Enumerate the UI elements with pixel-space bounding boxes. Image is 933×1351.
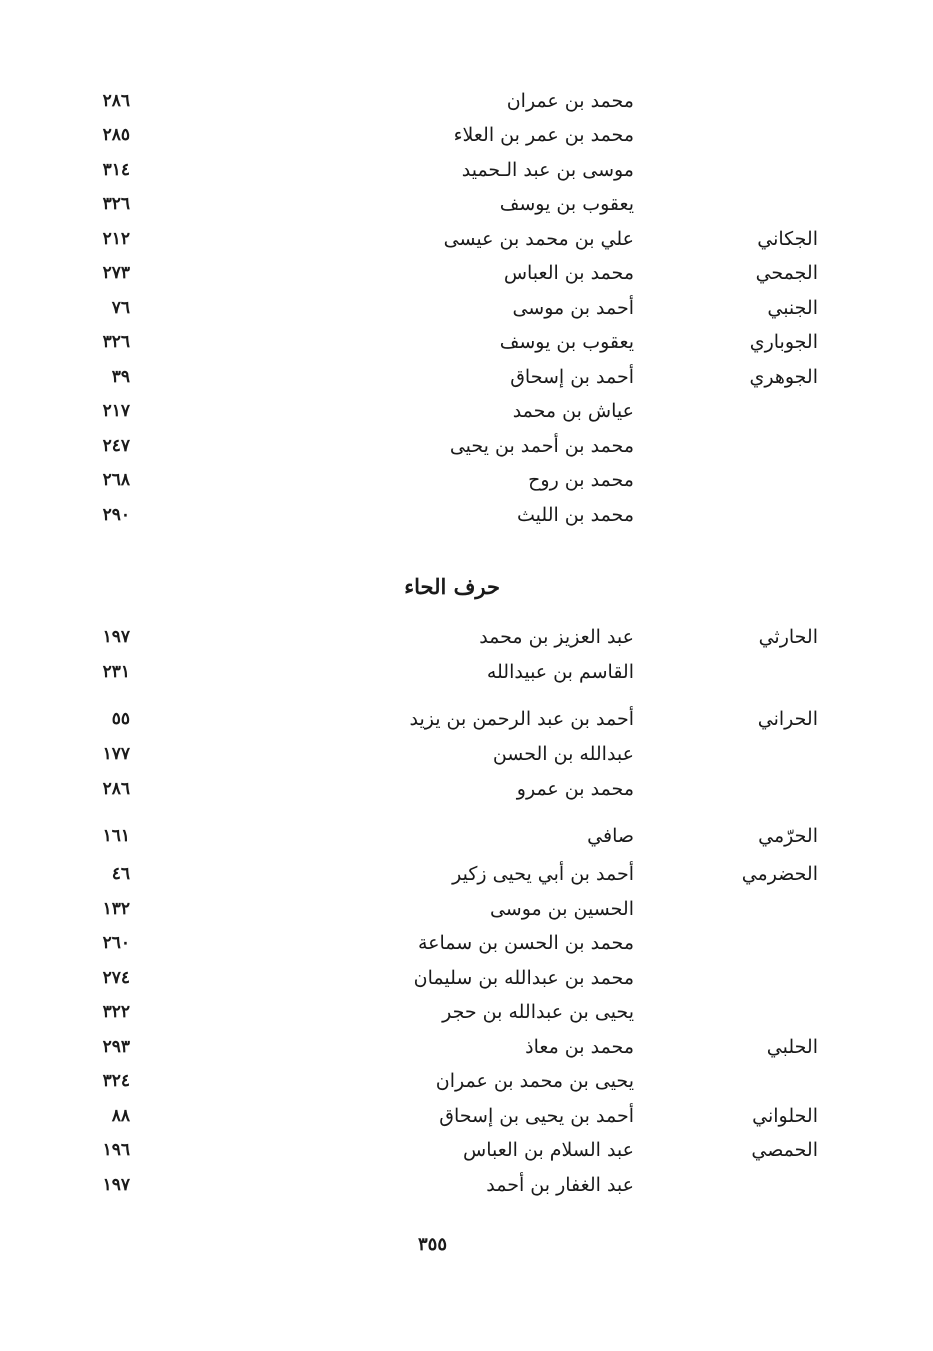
index-row (0, 772, 933, 806)
page-reference: ٧٦ (111, 298, 130, 318)
person-name: أحمد بن أبي يحيى زكير (452, 863, 634, 885)
page-reference: ٢٦٠ (102, 933, 130, 953)
person-name: محمد بن عمرو (516, 778, 634, 800)
index-row (0, 153, 933, 187)
nisba-label: الجكاني (757, 228, 818, 250)
page-reference: ٢٩٣ (102, 1037, 130, 1057)
index-row (0, 429, 933, 463)
index-row (0, 118, 933, 152)
page-reference: ٢١٢ (102, 229, 130, 249)
index-row (0, 222, 933, 256)
index-row (0, 857, 933, 891)
person-name: موسى بن عبد الـحميد (461, 159, 634, 181)
index-row (0, 1133, 933, 1167)
page-reference: ٣٢٢ (102, 1002, 130, 1022)
person-name: عبد العزيز بن محمد (479, 626, 634, 648)
page-reference: ٣١٤ (102, 160, 130, 180)
person-name: أحمد بن موسى (512, 297, 634, 319)
person-name: عبد الغفار بن أحمد (486, 1174, 634, 1196)
page-reference: ٨٨ (111, 1106, 130, 1126)
index-row (0, 702, 933, 736)
person-name: يحيى بن محمد بن عمران (435, 1070, 634, 1092)
person-name: محمد بن عمر بن العلاء (453, 124, 634, 146)
index-row (0, 360, 933, 394)
page-reference: ١٧٧ (102, 744, 130, 764)
index-row (0, 892, 933, 926)
page-number (0, 1234, 933, 1255)
page-reference: ٢٨٥ (102, 125, 130, 145)
index-row (0, 498, 933, 532)
person-name: أحمد بن عبد الرحمن بن يزيد (409, 708, 634, 730)
page-reference: ٢١٧ (102, 401, 130, 421)
person-name: أحمد بن إسحاق (510, 366, 634, 388)
person-name: أحمد بن يحيى بن إسحاق (439, 1105, 634, 1127)
index-row (0, 187, 933, 221)
page-reference: ١٣٢ (102, 899, 130, 919)
person-name: القاسم بن عبيدالله (486, 661, 634, 683)
index-row (0, 394, 933, 428)
page-reference: ٢٤٧ (102, 436, 130, 456)
page-reference: ١٩٧ (102, 1175, 130, 1195)
index-row (0, 291, 933, 325)
index-row (0, 256, 933, 290)
nisba-label: الحرّمي (758, 825, 818, 847)
nisba-label: الجمحي (755, 262, 818, 284)
nisba-label: الحارثي (758, 626, 818, 648)
person-name: يحيى بن عبدالله بن حجر (442, 1001, 634, 1023)
page-reference: ٤٦ (111, 864, 130, 884)
person-name: محمد بن روح (528, 469, 634, 491)
page-reference: ١٩٦ (102, 1140, 130, 1160)
index-row (0, 620, 933, 654)
page-reference: ٢٧٤ (102, 968, 130, 988)
person-name: محمد بن العباس (503, 262, 634, 284)
section-heading-text: حرف الحاء (404, 574, 500, 599)
person-name: محمد بن عمران (506, 90, 634, 112)
person-name: محمد بن الليث (517, 504, 634, 526)
index-row (0, 1064, 933, 1098)
page-reference: ٣٢٦ (102, 332, 130, 352)
person-name: الحسين بن موسى (489, 898, 634, 920)
person-name: يعقوب بن يوسف (499, 193, 634, 215)
person-name: يعقوب بن يوسف (499, 331, 634, 353)
page-reference: ٢٨٦ (102, 91, 130, 111)
page-reference: ٥٥ (111, 709, 130, 729)
nisba-label: الحضرمي (741, 863, 818, 885)
index-row (0, 737, 933, 771)
index-row (0, 1099, 933, 1133)
nisba-label: الحمصي (751, 1139, 818, 1161)
nisba-label: الحلواني (752, 1105, 818, 1127)
index-row (0, 655, 933, 689)
nisba-label: الجنبي (767, 297, 818, 319)
page-reference: ٣٩ (111, 367, 130, 387)
page-reference: ٢٨٦ (102, 779, 130, 799)
index-row (0, 961, 933, 995)
page-reference: ١٦١ (102, 826, 130, 846)
page-reference: ٣٢٤ (102, 1071, 130, 1091)
nisba-label: الجوهري (749, 366, 818, 388)
index-row (0, 463, 933, 497)
nisba-label: الحلبي (766, 1036, 818, 1058)
index-row (0, 1168, 933, 1202)
page-reference: ١٩٧ (102, 627, 130, 647)
index-row (0, 926, 933, 960)
page-reference: ٢٧٣ (102, 263, 130, 283)
person-name: عبد السلام بن العباس (463, 1139, 634, 1161)
nisba-label: الحراني (757, 708, 818, 730)
page-reference: ٢٦٨ (102, 470, 130, 490)
index-row (0, 995, 933, 1029)
page-number-text: ٣٥٥ (417, 1234, 447, 1255)
index-row (0, 819, 933, 853)
index-row (0, 84, 933, 118)
person-name: صافي (587, 825, 634, 847)
page-reference: ٢٩٠ (102, 505, 130, 525)
person-name: محمد بن معاذ (525, 1036, 634, 1058)
nisba-label: الجوباري (749, 331, 818, 353)
page-reference: ٣٢٦ (102, 194, 130, 214)
index-row (0, 325, 933, 359)
person-name: محمد بن الحسن بن سماعة (417, 932, 634, 954)
page-reference: ٢٣١ (102, 662, 130, 682)
person-name: علي بن محمد بن عيسى (443, 228, 634, 250)
person-name: عياش بن محمد (512, 400, 634, 422)
person-name: محمد بن أحمد بن يحيى (449, 435, 634, 457)
index-row (0, 1030, 933, 1064)
person-name: محمد بن عبدالله بن سليمان (413, 967, 634, 989)
person-name: عبدالله بن الحسن (492, 743, 634, 765)
